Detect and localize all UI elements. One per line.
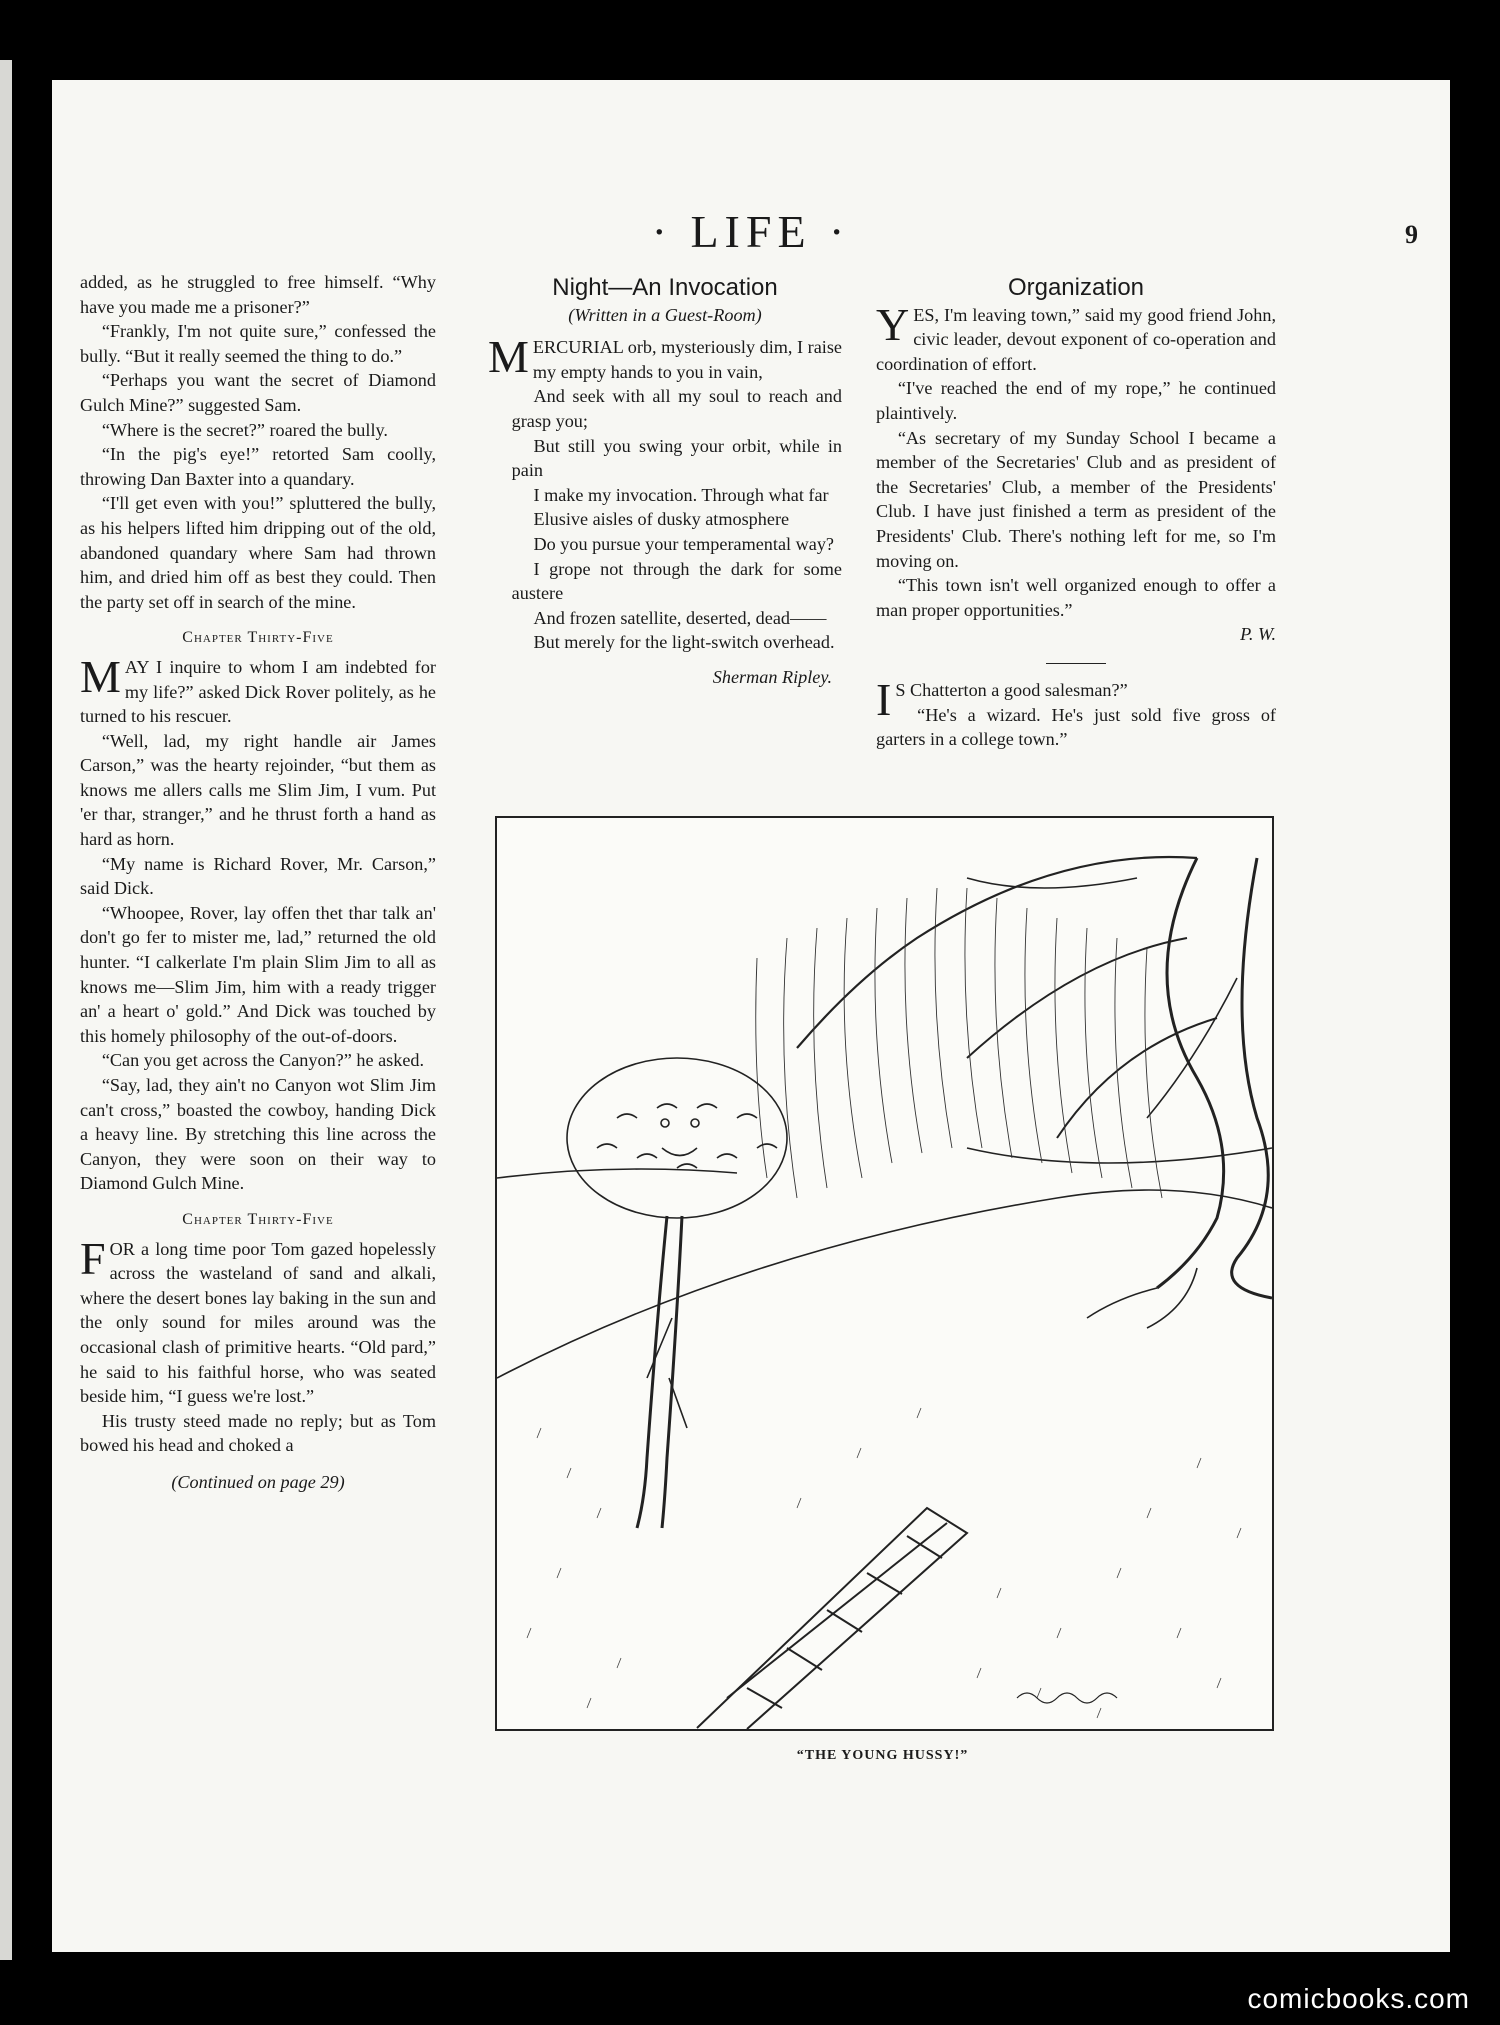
story-paragraph: “I'll get even with you!” spluttered the bully, as his helpers lifted him dripping out of the old, abandoned quandary where Sam had thrown him, and dried him off as best they could. Then the party set off in search of the mine. bbox=[80, 493, 436, 612]
drop-cap: M bbox=[488, 331, 529, 383]
magazine-page bbox=[52, 80, 1450, 1952]
drop-cap: F bbox=[80, 1232, 106, 1284]
article-paragraph: “This town isn't well organized enough to offer a man proper opportunities.” bbox=[876, 575, 1276, 620]
section-divider bbox=[1046, 663, 1106, 664]
site-watermark: comicbooks.com bbox=[1247, 1983, 1470, 2014]
story-text: AY I inquire to whom I am indebted for my life?” asked Dick Rover politely, as he turned to his rescuer. bbox=[80, 656, 436, 727]
poem-line: And seek with all my soul to reach and grasp you; bbox=[511, 386, 842, 431]
poem-line: Do you pursue your temperamental way? bbox=[533, 533, 834, 554]
chapter-heading: Chapter Thirty-Five bbox=[182, 1210, 334, 1228]
story-paragraph: “Whoopee, Rover, lay offen thet thar talk an' don't go fer to mister me, lad,” returned the old hunter. “I calkerlate I'm plain Slim Jim to all as knows me—Slim Jim, him with a ready trigger an' a heart o' gold.” And Dick was touched by this homely philosophy of the out-of-doors. bbox=[80, 902, 436, 1046]
artist-signature bbox=[1017, 1693, 1117, 1703]
poem-line: And frozen satellite, deserted, dead—— bbox=[533, 607, 827, 628]
joke-paragraph bbox=[876, 673, 1276, 725]
story-paragraph: “Frankly, I'm not quite sure,” confessed the bully. “But it really seemed the thing to do.” bbox=[80, 321, 436, 366]
poem-text: ERCURIAL orb, mysteriously dim, I raise my empty hands to you in vain, bbox=[532, 337, 842, 382]
joke-paragraph: “He's a wizard. He's just sold five gross of garters in a college town.” bbox=[876, 704, 1276, 750]
page-number: 9 bbox=[1405, 220, 1418, 249]
poem-line: I grope not through the dark for some austere bbox=[511, 558, 842, 604]
author-initials: P. W. bbox=[1240, 624, 1276, 645]
poem-author: Sherman Ripley. bbox=[712, 666, 832, 687]
chapter-heading: Chapter Thirty-Five bbox=[182, 629, 334, 647]
article-paragraph: “As secretary of my Sunday School I became a member of the Secretaries' Club and as president of the Secretaries' Club, a member of the Presidents' Club. I have just finished a term as president of the Presidents' Club. There's nothing left for me, so I'm moving on. bbox=[876, 427, 1276, 571]
article-text: ES, I'm leaving town,” said my good friend John, civic leader, devout exponent of co-operation and coordination of effort. bbox=[876, 304, 1276, 374]
illustration-caption: “THE YOUNG HUSSY!” bbox=[796, 1748, 969, 1763]
story-paragraph bbox=[80, 1232, 436, 1409]
story-paragraph: His trusty steed made no reply; but as Tom bowed his head and choked a bbox=[80, 1410, 436, 1456]
poem-subtitle: (Written in a Guest-Room) bbox=[568, 304, 762, 325]
drop-cap: M bbox=[80, 650, 121, 702]
poem-line: Elusive aisles of dusky atmosphere bbox=[533, 509, 790, 530]
poem-title: Night—An Invocation bbox=[552, 274, 778, 301]
story-text: OR a long time poor Tom gazed hopelessly across the wasteland of sand and alkali, where the desert bones lay baking in the sun and the only sound for miles around was the occasional clash of primitive hearts. “Old pard,” he said to his faithful horse, who was seated beside him, “I guess we're lost.” bbox=[80, 1238, 436, 1407]
poem-line bbox=[488, 331, 842, 384]
story-paragraph: “Can you get across the Canyon?” he asked. bbox=[101, 1050, 425, 1071]
willow-tree-drawing bbox=[497, 818, 1272, 1729]
article-paragraph bbox=[876, 298, 1276, 377]
cartoon-illustration bbox=[495, 816, 1274, 1731]
poem-line: But still you swing your orbit, while in pain bbox=[511, 435, 842, 481]
poem-line: But merely for the light-switch overhead. bbox=[533, 632, 835, 653]
story-paragraph: “My name is Richard Rover, Mr. Carson,” said Dick. bbox=[80, 853, 436, 899]
story-paragraph: “Say, lad, they ain't no Canyon wot Slim Jim can't cross,” boasted the cowboy, handing Dick a heavy line. By stretching this line across the Canyon, they were soon on their way to Diamond Gulch Mine. bbox=[80, 1075, 436, 1194]
column-story bbox=[80, 270, 436, 1495]
drop-cap: Y bbox=[876, 298, 910, 350]
continued-note: (Continued on page 29) bbox=[171, 1471, 345, 1492]
column-poem bbox=[488, 270, 842, 690]
story-paragraph: added, as he struggled to free himself. “Why have you made me a prisoner?” bbox=[80, 272, 436, 317]
column-organization bbox=[876, 270, 1276, 752]
story-paragraph: “Where is the secret?” roared the bully. bbox=[101, 419, 388, 440]
article-title: Organization bbox=[1007, 274, 1145, 301]
story-paragraph: “Perhaps you want the secret of Diamond Gulch Mine?” suggested Sam. bbox=[80, 370, 436, 415]
article-paragraph: “I've reached the end of my rope,” he continued plaintively. bbox=[876, 378, 1276, 423]
previous-page-edge bbox=[0, 60, 12, 1960]
poem-line: I make my invocation. Through what far bbox=[533, 484, 829, 505]
drop-cap: I bbox=[876, 673, 892, 725]
masthead: · LIFE · bbox=[651, 206, 851, 257]
story-paragraph bbox=[80, 650, 436, 729]
joke-text: S Chatterton a good salesman?” bbox=[895, 679, 1128, 700]
story-paragraph: “Well, lad, my right handle air James Carson,” was the hearty rejoinder, “but them as knows me allers calls me Slim Jim, I vum. Put 'er thar, stranger,” and he thrust forth a hand as hard as horn. bbox=[80, 730, 436, 850]
story-paragraph: “In the pig's eye!” retorted Sam coolly, throwing Dan Baxter into a quandary. bbox=[80, 444, 436, 489]
